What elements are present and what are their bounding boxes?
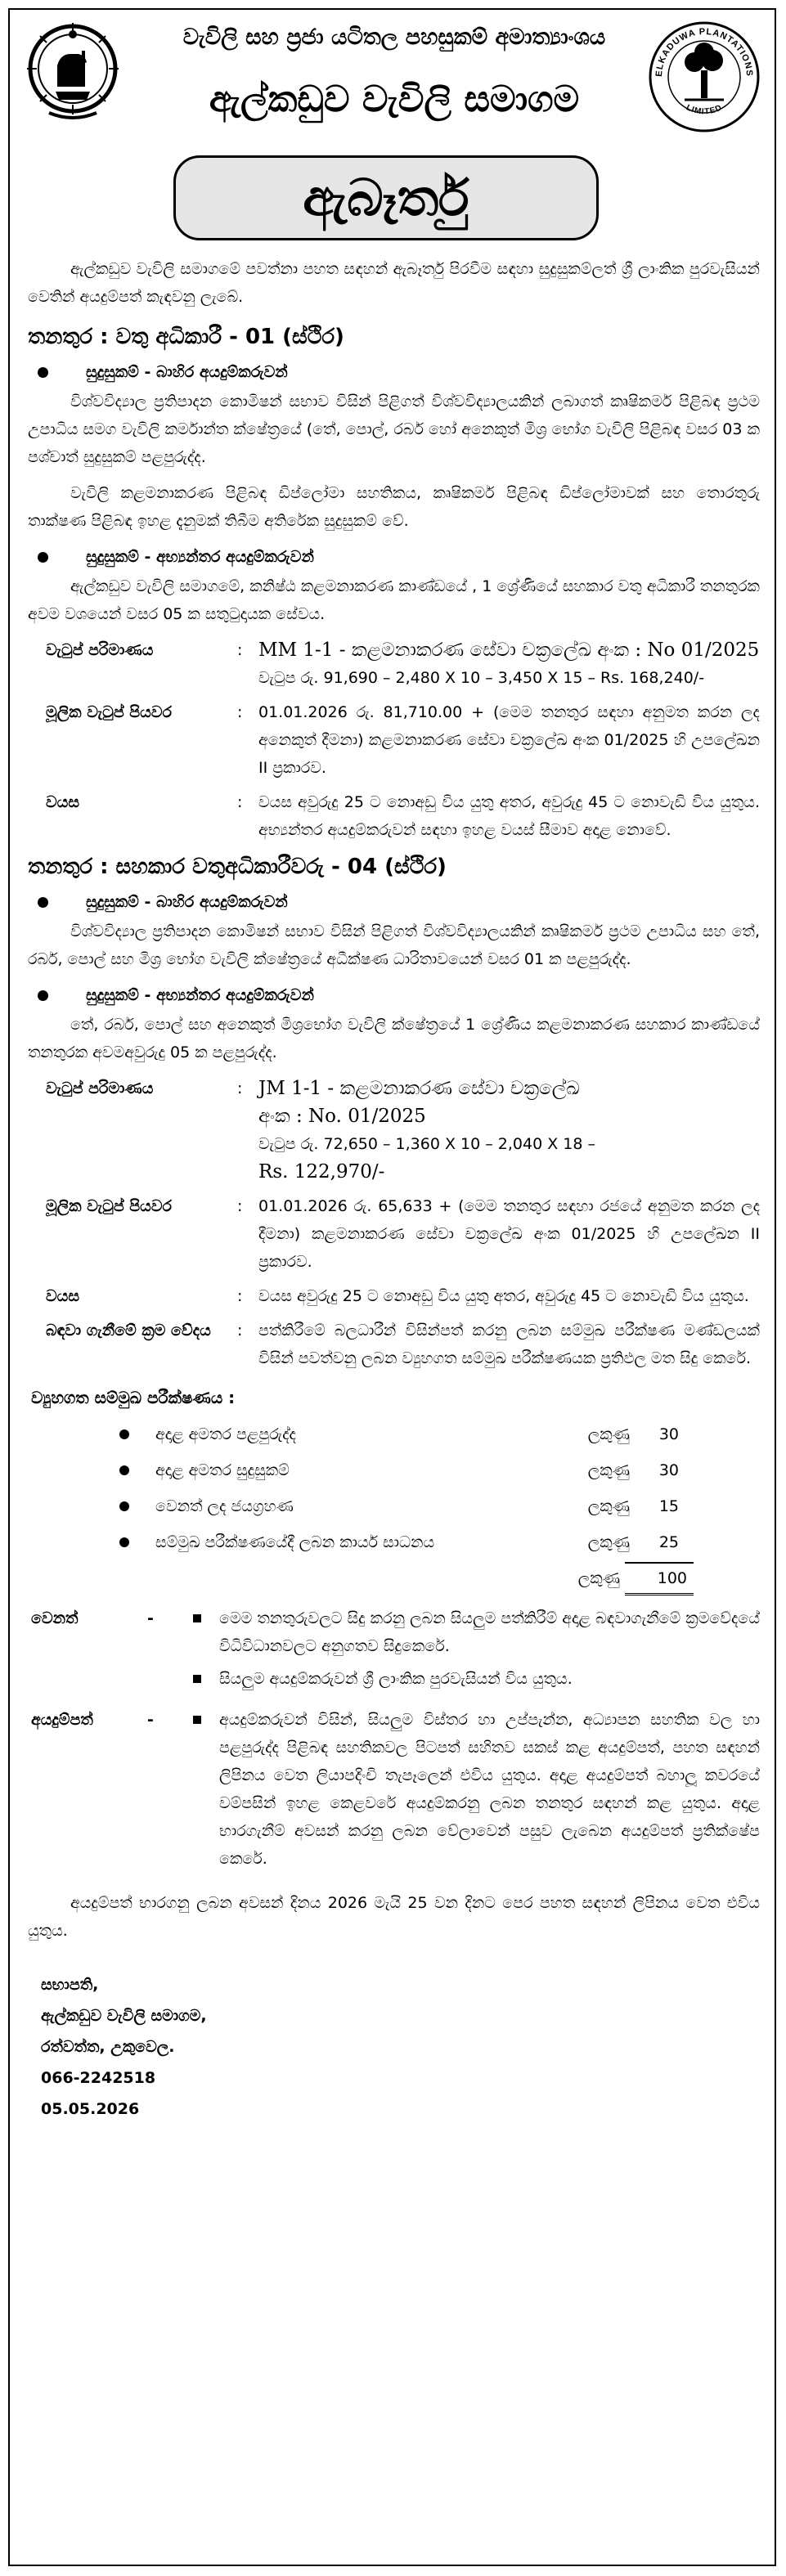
- elkaduwa-plantations-logo-icon: [647, 20, 761, 134]
- post1-additional-qualification: වැවිලි කළමනාකරණ පිළිබඳ ඩිප්ලෝමා සහතිකය, කෘෂිකර්ම පිළිබඳ ඩිප්ලෝමාවක් සහ තොරතුරු තාක්ෂණ පිළිබඳ ඉහළ දැනුමක් තිබීම අතිරේක සුදුසුකම් වේ.: [28, 484, 760, 530]
- post1-internal-heading: [28, 543, 760, 571]
- ministry-name: වැවිලි සහ ප්‍රජා යටිතල පහසුකම් අමාත්‍යාංශය: [182, 25, 606, 50]
- list-item: [28, 1524, 760, 1560]
- advertisement-page: [8, 8, 776, 2566]
- post2-internal-heading: [28, 981, 760, 1009]
- post2-external-heading-text: සුදුසුකම් - බාහිර අයදුම්කරුවන්: [86, 893, 288, 911]
- post2-external-qualification: විශ්වවිද්‍යාල ප්‍රතිපාදන කොමිෂන් සභාව විසින් පිළිගත් විශ්වවිද්‍යාලයකින් කෘෂිකර්ම ප්‍රථම උපාධිය සහ තේ, රබර්, පොල් සහ මිශ්‍ර භෝග වැවිලි ක්ෂේත්‍රයේ අධීක්ෂණ ධාරිතාවයෙන් වසර 01 ක පළපුරුද්ද.: [28, 922, 760, 968]
- marks-word: ලකුණු: [587, 1533, 630, 1551]
- criterion-marks: 25: [658, 1533, 679, 1551]
- advertisement-title: ඇබෑර්තු: [303, 168, 469, 227]
- post1-external-heading: [28, 358, 760, 386]
- post2-basic-salary: 01.01.2026 රු. 65,633 + (මෙම තනතුර සඳහා රජයේ අනුමත කරන ලද දීමනා) කළමනාකරණ සේවා චක්‍රලේඛ අංක 01/2025 හි උපලේඛන II ප්‍රකාරව.: [258, 1197, 760, 1271]
- marks-word: ලකුණු: [577, 1569, 620, 1587]
- post2-recruitment-method: පත්කිරීමේ බලධාරීන් විසින්පත් කරනු ලබන සම්මුඛ පරීක්ෂණ මණ්ඩලයක් විසින් පවත්වනු ලබන ව්‍යුහගත සම්මුඛ පරීක්ෂණයක ප්‍රතිඵල මත සිදු කෙරේ.: [258, 1322, 760, 1367]
- contact-phone: 066-2242518: [41, 2069, 156, 2087]
- criterion-name: වෙනත් ලද ජයග්‍රහණ: [155, 1497, 294, 1515]
- closing-date-paragraph: අයදුම්පත් භාරගනු ලබන අවසන් දිනය 2026 මැයි 25 වන දිනට පෙර පහත සඳහන් ලිපිනය වෙත එවිය යුතුය.: [28, 1894, 760, 1940]
- signatory-title: සභාපති,: [41, 1976, 99, 1994]
- post2-age-row: වයස : වයස අවුරුදු 25 ට නොඅඩු විය යුතු අතර, අවුරුදු 45 ට නොවැඩි විය යුතුය.: [28, 1282, 760, 1310]
- post2-external-heading: [28, 888, 760, 916]
- bullet-icon: [38, 552, 48, 563]
- sri-lanka-emblem-icon: [25, 18, 121, 126]
- age-label: වයස: [46, 793, 79, 811]
- applications-section: [28, 1706, 760, 1878]
- dash: -: [147, 1711, 154, 1729]
- list-item: [180, 1604, 760, 1660]
- dash: -: [147, 1609, 154, 1627]
- post1-basic-row: මූලික වැටුප් පියවර : 01.01.2026 රු. 81,710.00 + (මෙම තනතුර සඳහා අනුමත කරන ලද අනෙකුත් දීමනා) කළමනාකරණ සේවා චක්‍රලේඛ අංක 01/2025 හි උපලේඛන II ප්‍රකාරව.: [28, 698, 760, 782]
- list-item: [28, 1488, 760, 1524]
- interview-title: ව්‍යුහගත සම්මුඛ පරීක්ෂණය :: [31, 1388, 236, 1407]
- post1-basic-salary: 01.01.2026 රු. 81,710.00 + (මෙම තනතුර සඳහා අනුමත කරන ලද අනෙකුත් දීමනා) කළමනාකරණ සේවා චක්‍රලේඛ අංක 01/2025 හි උපලේඛන II ප්‍රකාරව.: [258, 703, 760, 777]
- marks-word: ලකුණු: [587, 1461, 630, 1479]
- post2-title: තනතුර : සහකාර වතුඅධිකාරීවරු - 04 (ස්ථිර): [28, 855, 447, 879]
- svg-text:LIMITED: [685, 103, 724, 116]
- interview-criteria-list: [28, 1416, 760, 1596]
- advertisement-title-box: [173, 155, 599, 240]
- bullet-icon: [38, 897, 48, 908]
- other-note-1: මෙම තනතුරුවලට සිදු කරනු ලබන සියලුම පත්කිරීම් අදාළ බඳවාගැනීමේ ක්‍රමවේදයේ විධිවිධානවලට අනුගතව සිදුකෙරේ.: [219, 1609, 760, 1655]
- logo-subtext: LIMITED: [685, 103, 724, 117]
- basic-salary-label: මූලික වැටුප් පියවර: [46, 1197, 172, 1215]
- applications-instructions: අයදුම්කරුවන් විසින්, සියලුම විස්තර හා උප්පැන්න, අධ්‍යාපන සහතික වල හා පළපුරුද්ද පිළිබඳ සහතිකවල පිටපත් සහිතව සකස් කළ අයදුම්පත්, පහත සඳහන් ලිපිනය වෙත ලියාපදිංචි තැපෑලෙන් එවිය යුතුය. අදාළ අයදුම්පත් බහාලූ කවරයේ වම්පසින් ඉහළ කෙළවරේ අයදුම්කරනු ලබන තනතුර සඳහන් කළ යුතුය. අදාළ භාරගැනීම් අවසන් කරනු ලබන වේලාවෙන් පසුව ලැබෙන අයදුම්පත් ප්‍රතික්ෂේප කෙරේ.: [219, 1711, 760, 1868]
- post2-basic-row: මූලික වැටුප් පියවර : 01.01.2026 රු. 65,633 + (මෙම තනතුර සඳහා රජයේ අනුමත කරන ලද දීමනා) කළමනාකරණ සේවා චක්‍රලේඛ අංක 01/2025 හි උපලේඛන II ප්‍රකාරව.: [28, 1192, 760, 1276]
- bullet-icon: [38, 367, 48, 378]
- bullet-icon: [119, 1465, 129, 1475]
- age-label: වයස: [46, 1287, 79, 1305]
- list-item: [28, 1416, 760, 1452]
- marks-word: ලකුණු: [587, 1497, 630, 1515]
- criterion-name: සම්මුඛ පරීක්ෂණයේදී ලබන කාර්ය සාධනය: [155, 1533, 435, 1551]
- post2-circular-number: අංක : No. 01/2025: [258, 1106, 426, 1127]
- bullet-icon: [119, 1537, 129, 1547]
- total-row: [28, 1560, 760, 1596]
- salary-label: වැටුප් පරිමාණය: [46, 641, 154, 659]
- post1-salary-range: වැටුප රු. 91,690 – 2,480 X 10 – 3,450 X 15 – Rs. 168,240/-: [258, 669, 705, 687]
- company-name: ඇල්කඩුව වැවිලි සමාගම: [209, 79, 580, 120]
- post2-salary-scale: JM 1-1 - කළමනාකරණ සේවා චක්‍රලේඛ: [258, 1078, 580, 1099]
- applications-label: අයදුම්පත්: [31, 1711, 93, 1729]
- square-bullet-icon: [193, 1716, 201, 1724]
- basic-salary-label: මූලික වැටුප් පියවර: [46, 703, 172, 721]
- salary-label: වැටුප් පරිමාණය: [46, 1079, 154, 1097]
- post1-salary-scale: MM 1-1 - කළමනාකරණ සේවා චක්‍රලේඛ අංක : No 01/2025: [258, 640, 760, 661]
- square-bullet-icon: [193, 1614, 201, 1622]
- criterion-marks: 30: [658, 1425, 679, 1443]
- marks-word: ලකුණු: [587, 1425, 630, 1443]
- recruitment-method-label: බඳවා ගැනීමේ ක්‍රම වේදය: [46, 1322, 211, 1340]
- criterion-name: අදාළ අමතර සුදුසුකම්: [155, 1461, 290, 1479]
- post1-external-qualification: විශ්වවිද්‍යාල ප්‍රතිපාදන කොමිෂන් සභාව විසින් පිළිගත් විශ්වවිද්‍යාලයකින් ලබාගත් කෘෂිකර්ම පිළිබඳ ප්‍රථම උපාධිය සමග වැවිලි කර්මාන්ත ක්ෂේත්‍රයේ (තේ, පොල්, රබර් හෝ අනෙකුත් මිශ්‍ර භෝග වැවිලි පිළිබඳ වසර 03 ක පශ්චාත් සුදුසුකම් පළපුරුද්ද.: [28, 393, 760, 466]
- list-item: [180, 1706, 760, 1873]
- post2-method-row: බඳවා ගැනීමේ ක්‍රම වේදය : පත්කිරීමේ බලධාරීන් විසින්පත් කරනු ලබන සම්මුඛ පරීක්ෂණ මණ්ඩලයක් විසින් පවත්වනු ලබන ව්‍යුහගත සම්මුඛ පරීක්ෂණයක ප්‍රතිඵල මත සිදු කෙරේ.: [28, 1317, 760, 1372]
- post2-internal-heading-text: සුදුසුකම් - අභ්‍යන්තර අයදුම්කරුවන්: [86, 986, 314, 1004]
- notice-date: 05.05.2026: [41, 2100, 140, 2118]
- criterion-marks: 30: [658, 1461, 679, 1479]
- signature-block: [28, 1969, 760, 2125]
- bullet-icon: [119, 1429, 129, 1439]
- total-marks: 100: [625, 1562, 694, 1595]
- square-bullet-icon: [193, 1675, 201, 1683]
- post1-internal-heading-text: සුදුසුකම් - අභ්‍යන්තර අයදුම්කරුවන්: [86, 548, 314, 566]
- bullet-icon: [119, 1501, 129, 1511]
- post1-salary-row: වැටුප් පරිමාණය : MM 1-1 - කළමනාකරණ සේවා චක්‍රලේඛ අංක : No 01/2025 වැටුප රු. 91,690 – 2,480 X 10 – 3,450 X 15 – Rs. 168,240/-: [28, 636, 760, 692]
- post2-age-requirement: වයස අවුරුදු 25 ට නොඅඩු විය යුතු අතර, අවුරුදු 45 ට නොවැඩි විය යුතුය.: [258, 1287, 749, 1305]
- advertisement-body: [28, 255, 760, 2125]
- post1-age-requirement: වයස අවුරුදු 25 ට නොඅඩු විය යුතු අතර, අවුරුදු 45 ට නොවැඩි විය යුතුය. අභ්‍යන්තර අයදුම්කරුවන් සඳහා ඉහළ වයස් සීමාව අදාළ නොවේ.: [258, 793, 760, 839]
- criterion-marks: 15: [658, 1497, 679, 1515]
- other-note-2: සියලුම අයදුම්කරුවන් ශ්‍රී ලාංකික පුරවැසියන් විය යුතුය.: [219, 1670, 573, 1688]
- logo-text: ELKADUWA PLANTATIONS: [654, 26, 755, 78]
- intro-paragraph: ඇල්කඩුව වැවිලි සමාගමේ පවත්නා පහත සඳහන් ඇබෑර්තු පිරවීම සඳහා සුදුසුකම්ලත් ශ්‍රී ලාංකික පුරවැසියන් වෙතින් අයදුම්පත් කැඳවනු ලැබේ.: [28, 260, 760, 306]
- signatory-address: රත්වත්ත, උකුවෙල.: [41, 2038, 175, 2056]
- post2-internal-qualification: තේ, රබර්, පොල් සහ අනෙකුත් මිශ්‍රභෝග වැවිලි ක්ෂේත්‍රයේ 1 ශ්‍රේණිය කළමනාකරණ සහකාර කාණ්ඩයේ තනතුරක අවමඅවුරුදු 05 ක පළපුරුද්ද.: [28, 1016, 760, 1061]
- post1-title: තනතුර : වතු අධිකාරී - 01 (ස්ථිර): [28, 325, 344, 349]
- post1-external-heading-text: සුදුසුකම් - බාහිර අයදුම්කරුවන්: [86, 363, 288, 381]
- bullet-icon: [38, 990, 48, 1001]
- signatory-company: ඇල්කඩුව වැවිලි සමාගම,: [41, 2007, 207, 2025]
- list-item: [180, 1665, 760, 1693]
- post2-salary-range: වැටුප රු. 72,650 – 1,360 X 10 – 2,040 X 18 –: [258, 1135, 595, 1153]
- criterion-name: අදාළ අමතර පළපුරුද්ද: [155, 1425, 296, 1443]
- list-item: [28, 1452, 760, 1488]
- post2-salary-row: වැටුප් පරිමාණය : JM 1-1 - කළමනාකරණ සේවා චක්‍රලේඛ අංක : No. 01/2025 වැටුප රු. 72,650 – 1,360 X 10 – 2,040 X 18 – Rs. 122,970/-: [28, 1075, 760, 1186]
- other-label: වෙනත්: [31, 1609, 79, 1627]
- other-section: [28, 1604, 760, 1698]
- post1-age-row: වයස : වයස අවුරුදු 25 ට නොඅඩු විය යුතු අතර, අවුරුදු 45 ට නොවැඩි විය යුතුය. අභ්‍යන්තර අයදුම්කරුවන් සඳහා ඉහළ වයස් සීමාව අදාළ නොවේ.: [28, 788, 760, 844]
- post2-salary-max: Rs. 122,970/-: [258, 1161, 385, 1183]
- post1-internal-qualification: ඇල්කඩුව වැවිලි සමාගමේ, කනිෂ්ඨ කළමනාකරණ කාණ්ඩයේ , 1 ශ්‍රේණියේ සහකාර වතු අධිකාරී තනතුරක අවම වශයෙන් වසර 05 ක සතුටුදායක සේවය.: [28, 577, 760, 623]
